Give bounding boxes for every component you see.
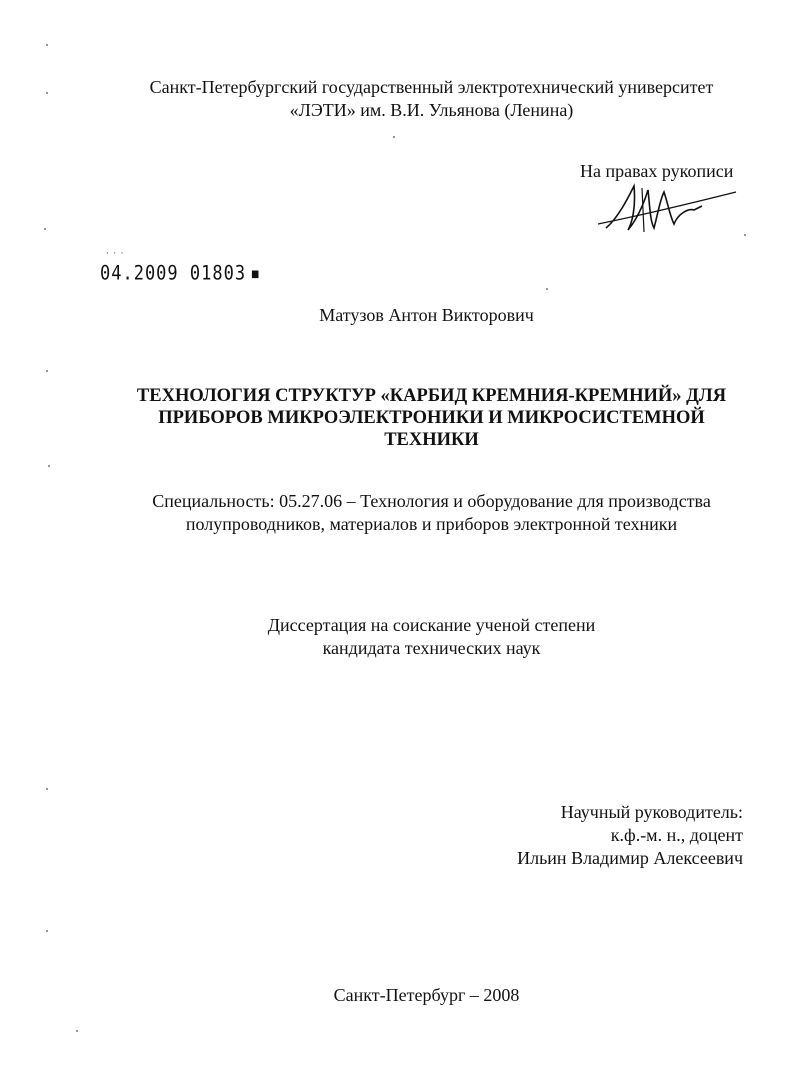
signature-image (598, 178, 738, 238)
specialty (35, 490, 793, 536)
scan-speck (744, 234, 746, 236)
stamp-dots: · · · (106, 248, 125, 258)
thesis-title-line: ТЕХНИКИ (384, 430, 479, 450)
advisor-label: Научный руководитель: (560, 802, 743, 822)
specialty-line: полупроводников, материалов и приборов электронной техники (185, 514, 678, 534)
registration-number-text: 04.2009 01803 (100, 262, 247, 285)
scan-speck (46, 92, 48, 94)
advisor-name: Ильин Владимир Алексеевич (517, 848, 743, 868)
scan-speck (46, 370, 48, 372)
registration-mark-icon: ▪ (250, 262, 262, 285)
city-year: Санкт-Петербург – 2008 (333, 985, 520, 1005)
scan-speck (44, 228, 46, 230)
manuscript-note: На правах рукописи (580, 161, 734, 181)
scan-speck (46, 44, 48, 46)
specialty-line: Специальность: 05.27.06 – Технология и оборудование для производства (152, 491, 711, 511)
author-name: Матузов Антон Викторович (319, 305, 534, 325)
scan-speck (546, 288, 548, 290)
scan-speck (393, 136, 395, 138)
scan-speck (46, 788, 48, 790)
thesis-title-line: ТЕХНОЛОГИЯ СТРУКТУР «КАРБИД КРЕМНИЯ-КРЕМНИЙ» ДЛЯ (136, 386, 727, 406)
thesis-title-line: ПРИБОРОВ МИКРОЭЛЕКТРОНИКИ И МИКРОСИСТЕМНОЙ (158, 408, 705, 428)
scan-speck (48, 465, 50, 467)
thesis-title (35, 385, 793, 451)
scientific-advisor (517, 801, 743, 870)
scan-speck (46, 930, 48, 932)
advisor-rank: к.ф.-м. н., доцент (610, 825, 743, 845)
university-header (35, 76, 793, 122)
registration-number (100, 262, 261, 285)
scan-speck (76, 1030, 78, 1032)
degree-line: кандидата технических наук (322, 638, 541, 658)
university-name: Санкт-Петербургский государственный электротехнический университет (149, 77, 714, 97)
university-subname: «ЛЭТИ» им. В.И. Ульянова (Ленина) (289, 100, 574, 120)
degree-line: Диссертация на соискание ученой степени (267, 615, 596, 635)
degree (35, 614, 793, 660)
